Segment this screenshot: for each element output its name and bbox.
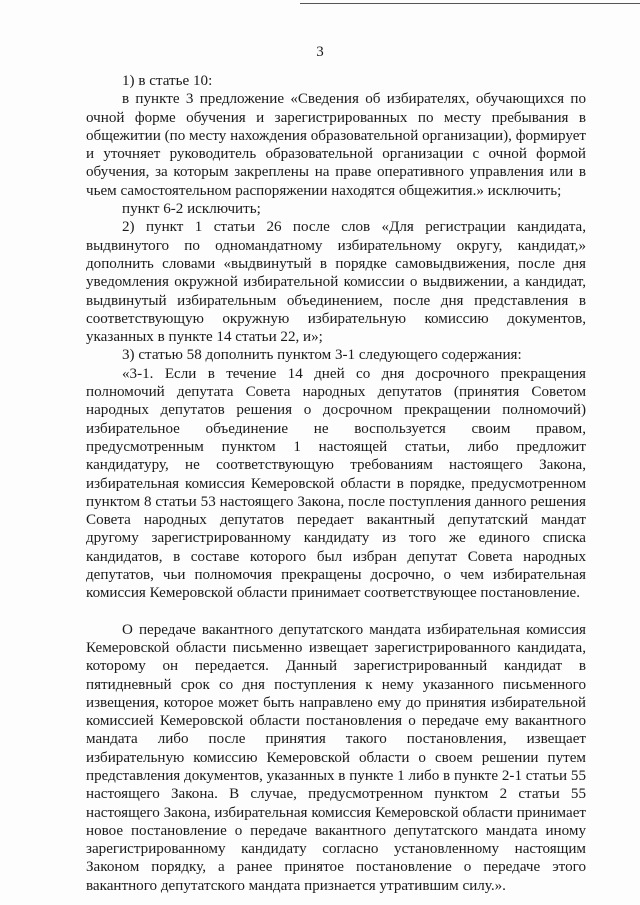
paragraph-mandate-transfer: О передаче вакантного депутатского мандата избирательная комиссия Кемеровской области письменно извещает зарегистрированного кандидата, которому он передается. Данный зарегистрированный кандидат в пятидневный срок со дня поступления к нему указанного письменного извещения, которое может быть направлено ему до принятия избирательной комиссией Кемеровской области постановления о передаче ему вакантного мандата либо после принятия такого постановления, извещает избирательную комиссию Кемеровской области о своем решении путем представления документов, указанных в пункте 1 либо в пункте 2-1 статьи 55 настоящего Закона. В случае, предусмотренном пунктом 2 статьи 55 настоящего Закона, избирательная комиссия Кемеровской области принимает новое постановление о передаче вакантного депутатского мандата иному зарегистрированному кандидату согласно установленному настоящим Законом порядку, а ранее принятое постановление о передаче этого вакантного депутатского мандата признается утратившим силу.». (86, 621, 586, 894)
paragraph-point-3-1: «3-1. Если в течение 14 дней со дня досрочного прекращения полномочий депутата Совета народных депутатов (принятия Советом народных депутатов решения о досрочном прекращении полномочий) избирательное объединение не воспользуется своим правом, предусмотренным пунктом 1 настоящей статьи, либо предложит кандидатуру, не соответствующую требованиям настоящего Закона, избирательная комиссия Кемеровской области в порядке, предусмотренном пунктом 8 статьи 53 настоящего Закона, после поступления данного решения Совета народных депутатов передает вакантный депутатский мандат другому зарегистрированному кандидату из того же единого списка кандидатов, в составе которого был избран депутат Совета народных депутатов, чьи полномочия прекращены досрочно, о чем избирательная комиссия Кемеровской области принимает соответствующее постановление. (86, 365, 586, 602)
top-rule (300, 3, 640, 4)
paragraph-article-58: 3) статью 58 дополнить пунктом 3-1 следующего содержания: (122, 347, 522, 364)
paragraph-article-10: 1) в статье 10: (122, 73, 213, 89)
document-body (86, 72, 586, 895)
paragraph-article-26: 2) пункт 1 статьи 26 после слов «Для регистрации кандидата, выдвинутого по одномандатному избирательному округу, кандидат,» дополнить словами «выдвинутый в порядке самовыдвижения, после дня уведомления окружной избирательной комиссии о выдвижении, а кандидат, выдвинутый избирательным объединением, после дня представления в соответствующую окружную избирательную комиссию документов, указанных в пункте 14 статьи 22, и»; (86, 219, 586, 346)
page-number: 3 (316, 44, 324, 60)
paragraph-point-6-2: пункт 6-2 исключить; (122, 201, 261, 218)
paragraph-point-3-amendment: в пункте 3 предложение «Сведения об избирателях, обучающихся по очной форме обучения и зарегистрированных по месту пребывания в общежитии (по месту нахождения образовательной организации), формирует и уточняет руководитель образовательной организации с очной формой обучения, за которым закреплены на праве оперативного управления или в чьем самостоятельном распоряжении находятся общежития.» исключить; (86, 91, 586, 199)
